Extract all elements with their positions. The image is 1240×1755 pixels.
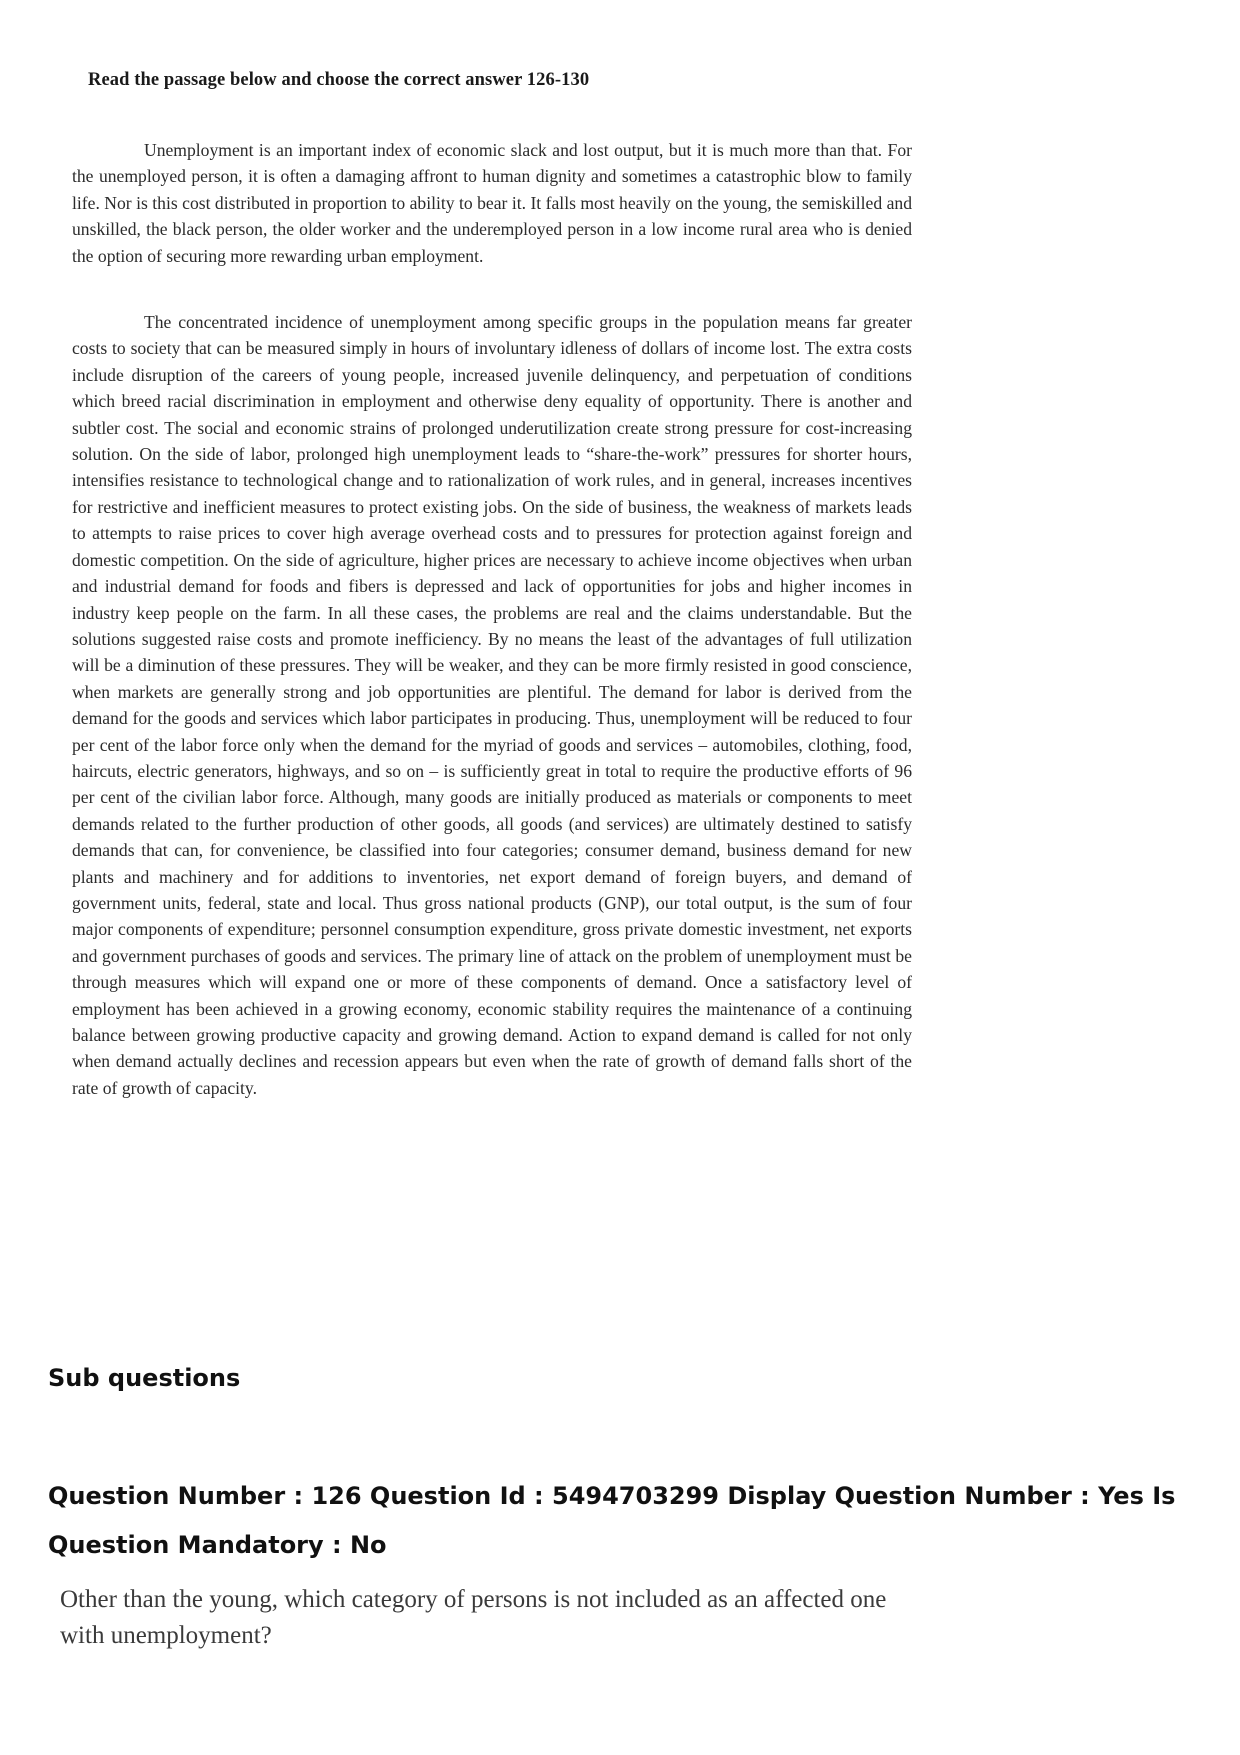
question-text: Other than the young, which category of persons is not included as an affected one with unemployment? [60,1586,887,1649]
passage-paragraph-2: The concentrated incidence of unemployment among specific groups in the population means far greater costs to society that can be measured simply in hours of involuntary idleness of dollars of income lost. The extra costs include disruption of the careers of young people, increased juvenile delinquency, and perpetuation of conditions which breed racial discrimination in employment and otherwise deny equality of opportunity. There is another and subtler cost. The social and economic strains of prolonged underutilization create strong pressure for cost-increasing solution. On the side of labor, prolonged high unemployment leads to “share-the-work” pressures for shorter hours, intensifies resistance to technological change and to rationalization of work rules, and in general, increases incentives for restrictive and inefficient measures to protect existing jobs. On the side of business, the weakness of markets leads to attempts to raise prices to cover high average overhead costs and to pressures for protection against foreign and domestic competition. On the side of agriculture, higher prices are necessary to achieve income objectives when urban and industrial demand for foods and fibers is depressed and lack of opportunities for jobs and higher incomes in industry keep people on the farm. In all these cases, the problems are real and the claims understandable. But the solutions suggested raise costs and promote inefficiency. By no means the least of the advantages of full utilization will be a diminution of these pressures. They will be weaker, and they can be more firmly resisted in good conscience, when markets are generally strong and job opportunities are plentiful. The demand for labor is derived from the demand for the goods and services which labor participates in producing. Thus, unemployment will be reduced to four per cent of the labor force only when the demand for the myriad of goods and services – automobiles, clothing, food, haircuts, electric generators, highways, and so on – is sufficiently great in total to require the productive efforts of 96 per cent of the civilian labor force. Although, many goods are initially produced as materials or components to meet demands related to the further production of other goods, all goods (and services) are ultimately destined to satisfy demands that can, for convenience, be classified into four categories; consumer demand, business demand for new plants and machinery and for additions to inventories, net export demand of foreign buyers, and demand of government units, federal, state and local. Thus gross national products (GNP), our total output, is the sum of four major components of expenditure; personnel consumption expenditure, gross private domestic investment, net exports and government purchases of goods and services. The primary line of attack on the problem of unemployment must be through measures which will expand one or more of these components of demand. Once a satisfactory level of employment has been achieved in a growing economy, economic stability requires the maintenance of a continuing balance between growing productive capacity and growing demand. Action to expand demand is called for not only when demand actually declines and recession appears but even when the rate of growth of demand falls short of the rate of growth of capacity. [72,312,912,1098]
question-meta: Question Number : 126 Question Id : 5494703299 Display Question Number : Yes Is Question Mandatory : No [48,1482,1176,1559]
passage-heading: Read the passage below and choose the correct answer 126-130 [88,70,590,90]
passage-paragraph-1: Unemployment is an important index of economic slack and lost output, but it is much more than that. For the unemployed person, it is often a damaging affront to human dignity and sometimes a catastrophic blow to family life. Nor is this cost distributed in proportion to ability to bear it. It falls most heavily on the young, the semiskilled and unskilled, the black person, the older worker and the underemployed person in a low income rural area who is denied the option of securing more rewarding urban employment. [72,140,912,266]
passage-body [72,137,912,1101]
passage-image [72,70,912,1101]
sub-questions-heading: Sub questions [48,1364,241,1392]
